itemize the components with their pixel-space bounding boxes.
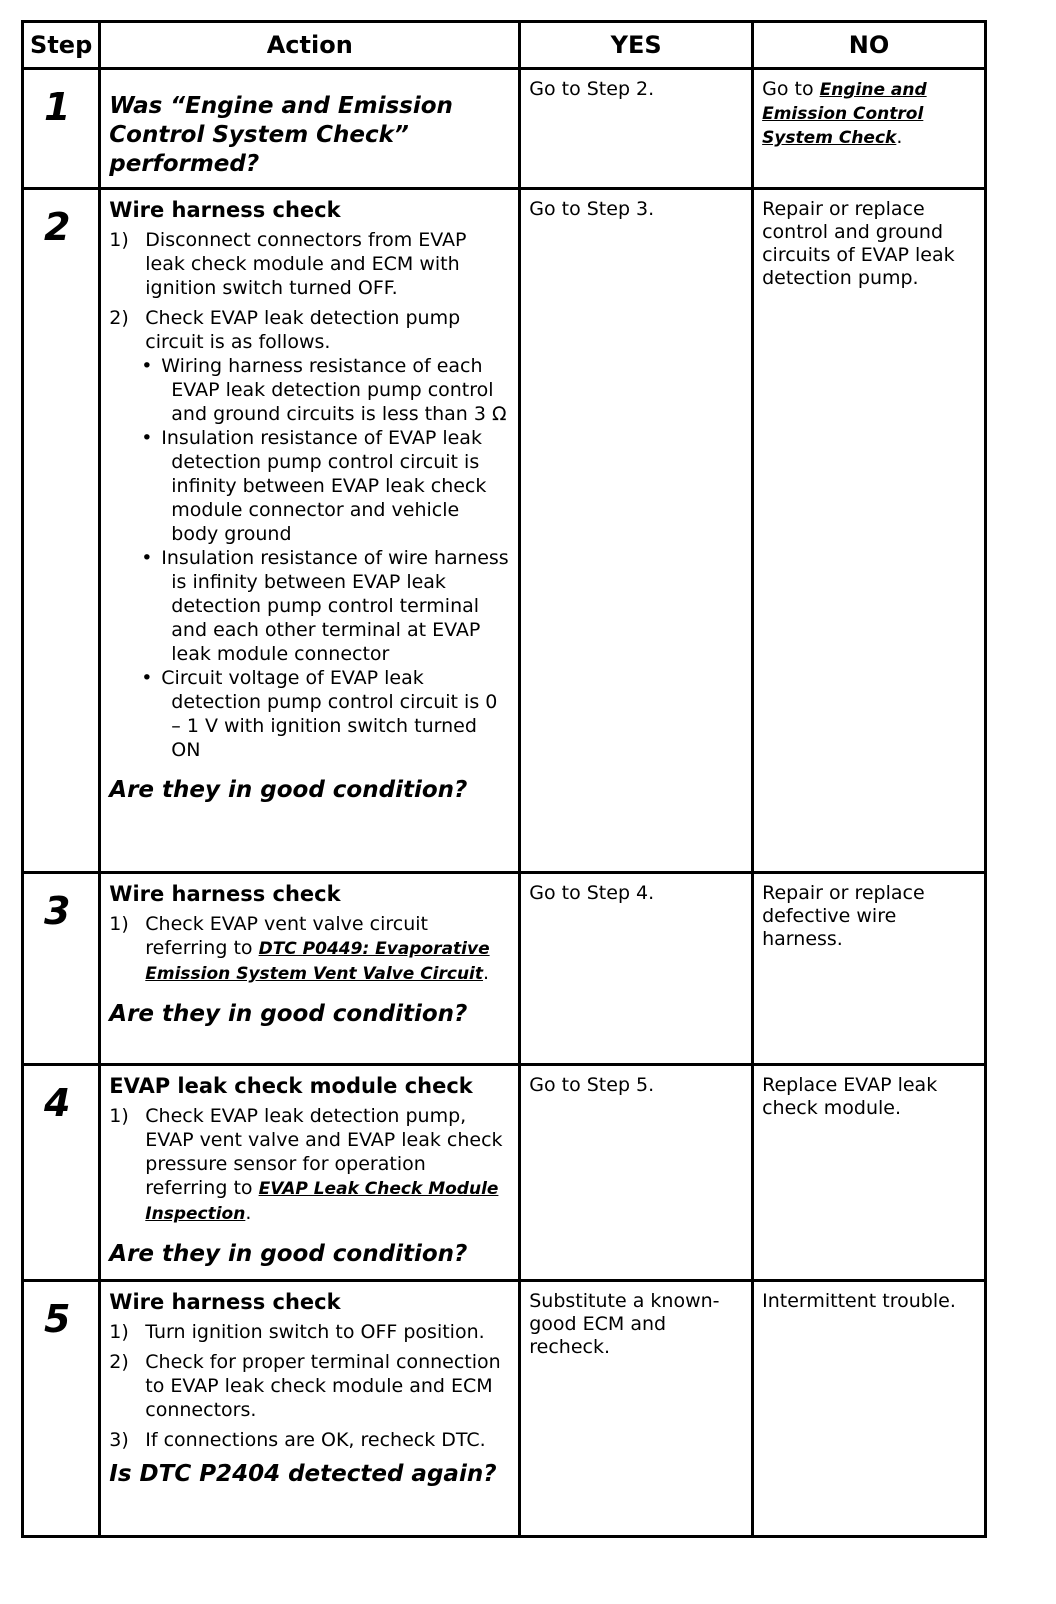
list-item: 3) If connections are OK, recheck DTC. [109, 1429, 486, 1451]
table-row [23, 189, 986, 873]
action-title: Wire harness check [109, 1290, 341, 1314]
list-item: 1) Check EVAP vent valve circuit referring to DTC P0449: Evaporative Emission System Vent Valve Circuit. [109, 913, 490, 984]
no-result: Repair or replace control and ground circuits of EVAP leak detection pump. [762, 198, 955, 289]
action-question: Are they in good condition? [109, 1241, 468, 1267]
bullet-item: • Circuit voltage of EVAP leak detection pump control circuit is 0 – 1 V with ignition switch turned ON [141, 667, 498, 761]
header-step: Step [23, 22, 100, 69]
bullet-item: • Insulation resistance of wire harness is infinity between EVAP leak detection pump control terminal and each other terminal at EVAP leak module connector [141, 547, 509, 665]
list-item: 1) Turn ignition switch to OFF position. [109, 1321, 485, 1343]
no-result: Intermittent trouble. [762, 1290, 956, 1312]
action-title: Wire harness check [109, 882, 341, 906]
step-number: 4 [44, 1081, 71, 1125]
table-row [23, 873, 986, 1065]
yes-result: Go to Step 4. [529, 882, 655, 904]
table-row [23, 1065, 986, 1281]
action-title: EVAP leak check module check [109, 1074, 473, 1098]
dtc-p0449-link[interactable]: DTC P0449: Evaporative Emission System Vent Valve Circuit [145, 939, 490, 984]
list-item: 1) Check EVAP leak detection pump, EVAP vent valve and EVAP leak check pressure sensor for operation referring to EVAP Leak Check Module Inspection. [109, 1105, 503, 1224]
engine-emission-check-link[interactable]: Engine and Emission Control System Check [762, 80, 927, 148]
header-row [23, 22, 986, 69]
yes-result: Go to Step 2. [529, 78, 655, 100]
procedure-list [109, 1104, 510, 1226]
header-no: NO [753, 22, 986, 69]
step-number: 2 [44, 205, 71, 249]
header-action: Action [100, 22, 520, 69]
table-row [23, 69, 986, 189]
no-result: Replace EVAP leak check module. [762, 1074, 938, 1119]
list-item: 1) Disconnect connectors from EVAP leak check module and ECM with ignition switch turned OFF. [109, 229, 467, 299]
diagnostic-table [21, 20, 987, 1538]
procedure-list [109, 1320, 510, 1452]
evap-inspection-link[interactable]: EVAP Leak Check Module Inspection [145, 1179, 499, 1224]
action-title: Wire harness check [109, 198, 341, 222]
bullet-item: • Wiring harness resistance of each EVAP leak detection pump control and ground circuits is less than 3 Ω [141, 355, 507, 425]
yes-result: Go to Step 5. [529, 1074, 655, 1096]
no-result: Go to Engine and Emission Control System Check. [762, 78, 927, 148]
list-item: 2) Check for proper terminal connection to EVAP leak check module and ECM connectors. [109, 1351, 501, 1421]
yes-result: Go to Step 3. [529, 198, 655, 220]
step-number: 3 [44, 889, 71, 933]
yes-result: Substitute a known-good ECM and recheck. [529, 1290, 720, 1358]
action-question: Was “Engine and Emission Control System Check” performed? [109, 93, 453, 177]
action-question: Are they in good condition? [109, 777, 468, 803]
action-question: Is DTC P2404 detected again? [109, 1461, 497, 1487]
table-row [23, 1281, 986, 1537]
bullet-list [141, 354, 510, 762]
step-number: 5 [44, 1297, 71, 1341]
bullet-item: • Insulation resistance of EVAP leak detection pump control circuit is infinity between EVAP leak check module connector and vehicle body ground [141, 427, 487, 545]
procedure-list [109, 228, 510, 762]
action-question: Are they in good condition? [109, 1001, 468, 1027]
procedure-list [109, 912, 510, 986]
no-result: Repair or replace defective wire harness. [762, 882, 925, 950]
step-number: 1 [44, 85, 71, 129]
header-yes: YES [520, 22, 753, 69]
list-item: 2) Check EVAP leak detection pump circuit is as follows. • Wiring harness resistance of each EVAP leak detection pump control and ground circuits is less than 3 Ω • Insulation resistance of EVAP leak detection pump control circuit is infinity between EVAP leak check module connector and vehicle body ground • Insulation resistance of wire harness is infinity between EVAP leak detection pump control terminal and each other terminal at EVAP leak module connector • Circuit voltage of EVAP leak detection pump control circuit is 0 – 1 V with ignition switch turned ON [109, 307, 509, 761]
